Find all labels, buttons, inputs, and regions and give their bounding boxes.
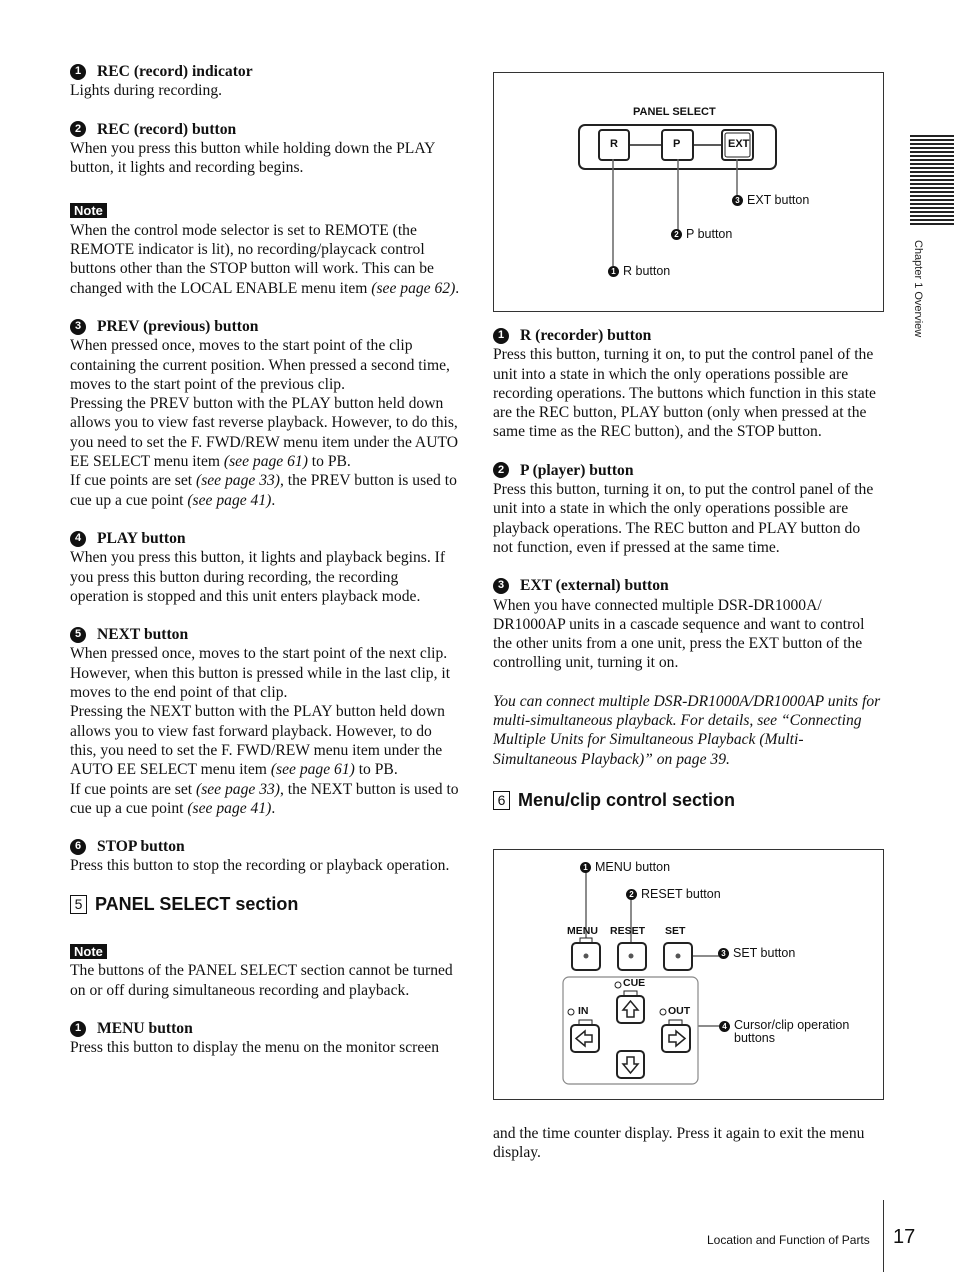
item-body: Lights during recording. (70, 82, 223, 100)
callout-p-button: 2 P button (671, 227, 732, 241)
item-title: NEXT button (97, 626, 189, 644)
item-body: Press this button to display the menu on the monitor screen (70, 1039, 440, 1057)
callout-set-button: 3 SET button (718, 946, 795, 960)
item-title: STOP button (97, 838, 185, 856)
chapter-tab: Chapter 1 Overview (912, 240, 924, 338)
item-body: Pressing the PREV button with the PLAY button held down allows you to view fast reverse playback. However, to do this, you need to set the F. FWD/REW menu item under the AUTO EE SELECT menu item (see page 61) to PB. (70, 395, 458, 471)
p-button-label: P (673, 138, 681, 150)
callout-number: 4 (70, 531, 86, 547)
item-ext-button (493, 576, 883, 672)
reset-label: RESET (610, 925, 646, 937)
callout-number: 1 (70, 1021, 86, 1037)
ext-button-label: EXT (728, 138, 750, 150)
section-heading-panel-select (70, 895, 460, 914)
panel-select-figure (493, 72, 884, 312)
note-remote (70, 201, 460, 297)
item-p-button (493, 461, 883, 557)
item-title: REC (record) button (97, 120, 237, 138)
item-body: When pressed once, moves to the start point of the next clip. However, when this button is pressed while in the last clip, it moves to the end point of that clip. (70, 645, 451, 702)
r-button-label: R (610, 138, 618, 150)
item-body: Press this button, turning it on, to put the control panel of the unit into a state in which the only operations possible are playback operations. The REC button and PLAY button do not function, even if pressed at the same time. (493, 481, 874, 556)
item-rec-indicator (70, 62, 460, 101)
item-body: Pressing the NEXT button with the PLAY button held down allows you to view fast forward playback. However, to do this, you need to set the F. FWD/REW menu item under the AUTO EE SELECT menu item (see page 61) to PB. (70, 703, 445, 779)
cue-label: CUE (623, 977, 646, 989)
callout-ext-button: 3 EXT button (732, 193, 809, 207)
item-r-button (493, 326, 883, 442)
right-column (493, 326, 883, 810)
item-body: Press this button to stop the recording or playback operation. (70, 857, 450, 875)
callout-reset-button: 2 RESET button (626, 887, 721, 901)
callout-cursor-buttons: 4 Cursor/clip operation buttons (719, 1019, 859, 1045)
item-title: R (recorder) button (520, 327, 652, 344)
item-prev-button (70, 317, 460, 510)
footer-divider (883, 1200, 884, 1272)
item-stop-button (70, 837, 460, 876)
italic-note-multi-playback: You can connect multiple DSR-DR1000A/DR1000AP units for multi-simultaneous playback. For details, see “Connecting Multiple Units for Simultaneous Playback (Multi-Simultaneous Playback)” on page 39. (493, 692, 881, 768)
item-menu-button (70, 1019, 460, 1058)
item-body: If cue points are set (see page 33), the NEXT button is used to cue up a cue point (see page 41). (70, 780, 459, 817)
section-heading-menu-clip (493, 791, 883, 810)
panel-select-title: PANEL SELECT (633, 106, 716, 118)
note-badge: Note (70, 944, 107, 959)
note-panel-select (70, 942, 460, 1000)
callout-number: 1 (493, 328, 509, 344)
callout-number: 1 (70, 64, 86, 80)
item-body: Press this button, turning it on, to put the control panel of the unit into a state in which the only operations possible are recording operations. The buttons which function in this state are the REC button, PLAY button (only when pressed at the same time as the REC button), and the STOP button. (493, 346, 876, 441)
item-title: REC (record) indicator (97, 63, 253, 80)
note-text: When the control mode selector is set to REMOTE (the REMOTE indicator is lit), no recording/playcack control buttons other than the STOP button will work. This can be changed with the LOCAL ENABLE menu item (see page 62). (70, 221, 460, 297)
callout-number: 3 (70, 319, 86, 335)
menu-clip-figure (493, 849, 884, 1100)
set-label: SET (665, 925, 686, 937)
item-body: When you have connected multiple DSR-DR1000A/ DR1000AP units in a cascade sequence and want to control the other units from a one unit, press the EXT button of the controlling unit, turning it on. (493, 596, 865, 672)
section-title: Menu/clip control section (518, 789, 736, 810)
item-body: When you press this button, it lights and playback begins. If you press this button during recording, the recording operation is stopped and this unit enters playback mode. (70, 549, 446, 605)
item-body: If cue points are set (see page 33), the PREV button is used to cue up a cue point (see page 41). (70, 472, 457, 509)
item-title: PLAY button (97, 529, 186, 547)
item-rec-button (70, 120, 460, 178)
out-label: OUT (668, 1005, 691, 1017)
callout-menu-button: 1 MENU button (580, 860, 670, 874)
menu-label: MENU (567, 925, 598, 937)
section-number: 6 (493, 791, 510, 810)
in-label: IN (578, 1005, 589, 1017)
page-number: 17 (893, 1226, 916, 1248)
section-title: PANEL SELECT section (95, 893, 299, 914)
callout-r-button: 1 R button (608, 264, 670, 278)
item-play-button (70, 529, 460, 606)
callout-number: 2 (493, 462, 509, 478)
item-body: When you press this button while holding down the PLAY button, it lights and recording begins. (70, 139, 435, 177)
footer-section-title: Location and Function of Parts (707, 1233, 870, 1247)
callout-number: 3 (493, 578, 509, 594)
chapter-stripes (910, 135, 954, 227)
item-title: P (player) button (520, 461, 634, 479)
item-title: PREV (previous) button (97, 317, 259, 335)
item-title: MENU button (97, 1019, 193, 1037)
left-column (70, 62, 460, 1076)
item-title: EXT (external) button (520, 577, 669, 595)
item-next-button (70, 625, 460, 818)
note-badge: Note (70, 203, 107, 218)
continuation-text: and the time counter display. Press it again to exit the menu display. (493, 1125, 865, 1162)
callout-number: 5 (70, 627, 86, 643)
item-body: When pressed once, moves to the start point of the clip containing the current position. When pressed a second time, moves to the start point of the previous clip. (70, 337, 450, 393)
section-number: 5 (70, 895, 87, 914)
callout-number: 6 (70, 839, 86, 855)
note-text: The buttons of the PANEL SELECT section cannot be turned on or off during simultaneous recording and playback. (70, 962, 453, 999)
callout-number: 2 (70, 121, 86, 137)
